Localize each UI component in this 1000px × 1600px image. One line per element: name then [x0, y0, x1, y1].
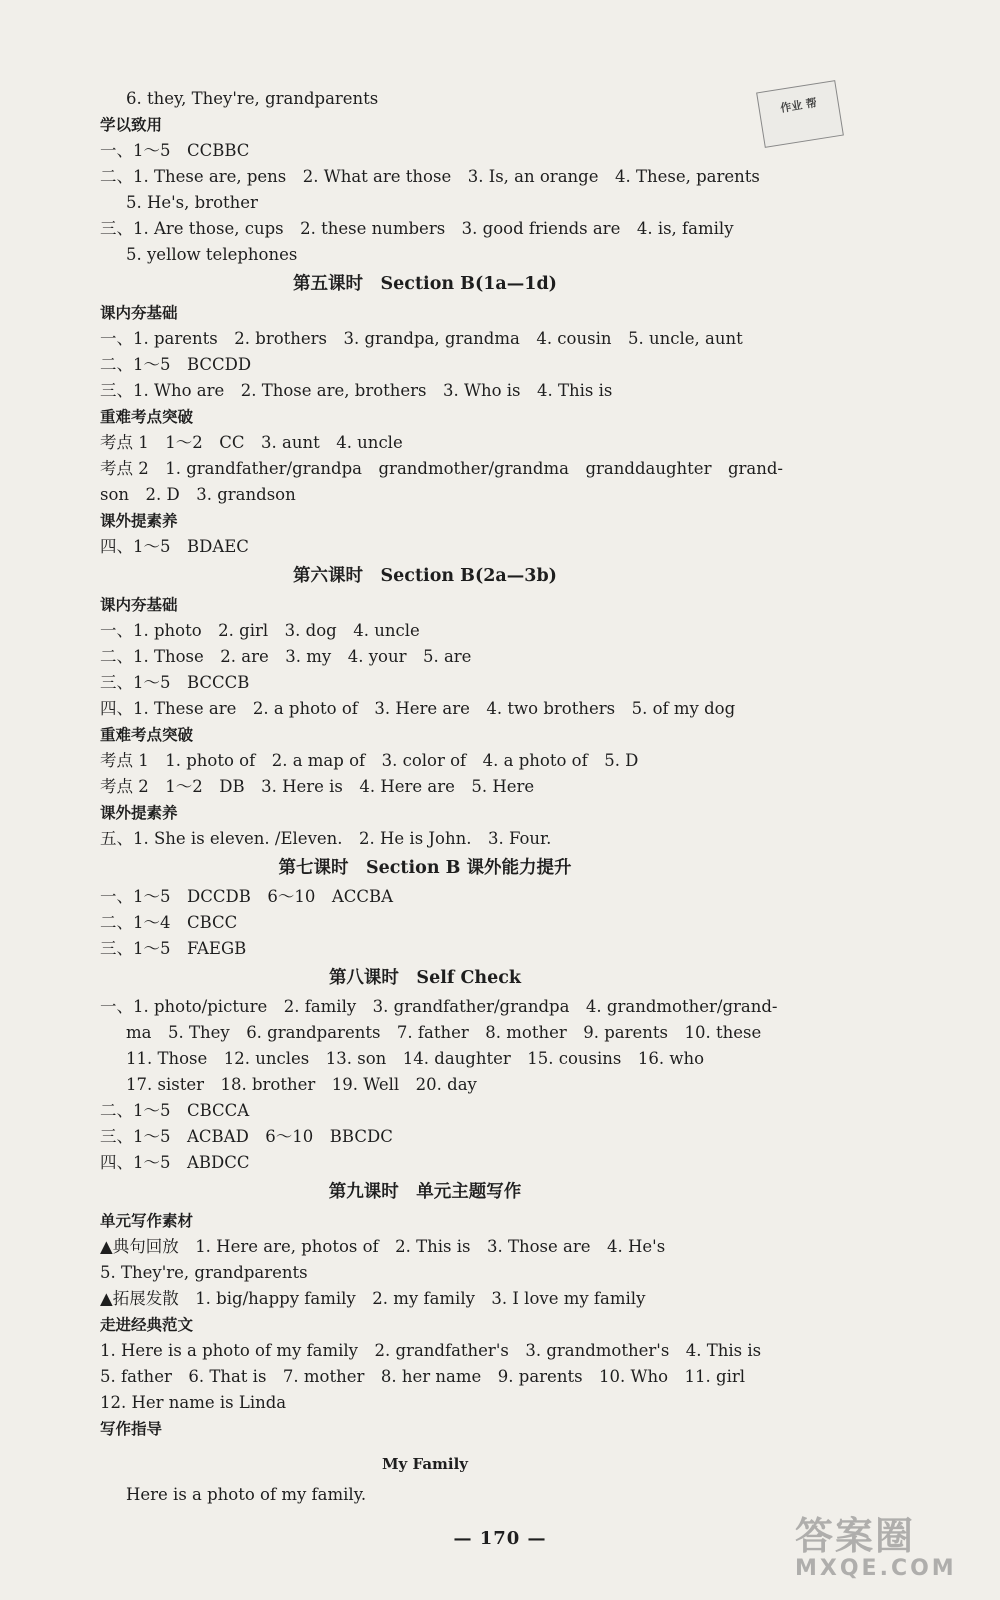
stamp-logo: 作业 帮 — [756, 80, 844, 148]
answer-line: 三、1. Who are 2. Those are, brothers 3. Who is 4. This is — [100, 381, 613, 400]
answer-line: 考点 1 1～2 CC 3. aunt 4. uncle — [100, 433, 403, 452]
subsection-label: 写作指导 — [100, 1420, 163, 1438]
answer-line: 一、1. photo/picture 2. family 3. grandfather/grandpa 4. grandmother/grand- — [100, 997, 778, 1016]
essay-title: My Family — [381, 1455, 469, 1473]
answer-line: 11. Those 12. uncles 13. son 14. daughter 15. cousins 16. who — [126, 1049, 705, 1068]
subsection-label: 学以致用 — [100, 116, 163, 134]
subsection-label: 课外提素养 — [100, 512, 178, 530]
answer-line: ▲典句回放 1. Here are, photos of 2. This is 3. Those are 4. He's — [100, 1237, 666, 1256]
answer-line: 二、1～5 CBCCA — [100, 1101, 250, 1120]
subsection-label: 重难考点突破 — [100, 726, 194, 744]
answer-line: 五、1. She is eleven. /Eleven. 2. He is John. 3. Four. — [100, 829, 552, 848]
answer-line: 四、1. These are 2. a photo of 3. Here are 4. two brothers 5. of my dog — [100, 699, 736, 718]
watermark-logo: 答案圈 MXQE.COM — [795, 1514, 957, 1581]
essay-text: Here is a photo of my family. — [126, 1485, 367, 1504]
answer-line: ma 5. They 6. grandparents 7. father 8. mother 9. parents 10. these — [126, 1023, 762, 1042]
answer-line: 考点 2 1～2 DB 3. Here is 4. Here are 5. Here — [100, 777, 535, 796]
answer-line: 5. father 6. That is 7. mother 8. her name 9. parents 10. Who 11. girl — [100, 1367, 746, 1386]
page-number: — 170 — — [453, 1528, 547, 1549]
answer-line: 三、1～5 FAEGB — [100, 939, 247, 958]
answer-line: 考点 1 1. photo of 2. a map of 3. color of 4. a photo of 5. D — [100, 751, 639, 770]
answer-line: 二、1～5 BCCDD — [100, 355, 252, 374]
answer-line: 5. They're, grandparents — [100, 1263, 308, 1282]
answer-line: 三、1. Are those, cups 2. these numbers 3. good friends are 4. is, family — [100, 219, 734, 238]
answer-line: 一、1～5 DCCDB 6～10 ACCBA — [100, 887, 394, 906]
answer-key-content — [100, 86, 784, 1508]
lesson-heading: 第五课时 Section B(1a—1d) — [293, 274, 557, 294]
answer-line: 二、1. Those 2. are 3. my 4. your 5. are — [100, 647, 472, 666]
subsection-label: 课外提素养 — [100, 804, 178, 822]
answer-line: ▲拓展发散 1. big/happy family 2. my family 3. I love my family — [100, 1289, 646, 1308]
lesson-heading: 第八课时 Self Check — [328, 968, 522, 988]
answer-line: 6. they, They're, grandparents — [126, 89, 379, 108]
answer-line: 一、1～5 CCBBC — [100, 141, 250, 160]
answer-line: 四、1～5 ABDCC — [100, 1153, 250, 1172]
answer-line: son 2. D 3. grandson — [100, 485, 296, 504]
subsection-label: 课内夯基础 — [100, 304, 178, 322]
answer-line: 三、1～5 ACBAD 6～10 BBCDC — [100, 1127, 393, 1146]
lesson-heading: 第七课时 Section B 课外能力提升 — [278, 858, 572, 878]
answer-line: 1. Here is a photo of my family 2. grandfather's 3. grandmother's 4. This is — [100, 1341, 762, 1360]
answer-line: 17. sister 18. brother 19. Well 20. day — [126, 1075, 477, 1094]
answer-line: 二、1. These are, pens 2. What are those 3. Is, an orange 4. These, parents — [100, 167, 760, 186]
answer-line: 12. Her name is Linda — [100, 1393, 287, 1412]
subsection-label: 单元写作素材 — [100, 1212, 194, 1230]
answer-line: 二、1～4 CBCC — [100, 913, 238, 932]
lesson-heading: 第六课时 Section B(2a—3b) — [293, 566, 557, 586]
subsection-label: 重难考点突破 — [100, 408, 194, 426]
subsection-label: 走进经典范文 — [100, 1316, 194, 1334]
answer-line: 考点 2 1. grandfather/grandpa grandmother/grandma granddaughter grand- — [100, 459, 784, 478]
answer-line: 5. He's, brother — [126, 193, 258, 212]
answer-line: 5. yellow telephones — [126, 245, 298, 264]
answer-line: 四、1～5 BDAEC — [100, 537, 249, 556]
answer-line: 三、1～5 BCCCB — [100, 673, 250, 692]
subsection-label: 课内夯基础 — [100, 596, 178, 614]
answer-line: 一、1. parents 2. brothers 3. grandpa, grandma 4. cousin 5. uncle, aunt — [100, 329, 743, 348]
lesson-heading: 第九课时 单元主题写作 — [328, 1182, 522, 1202]
answer-line: 一、1. photo 2. girl 3. dog 4. uncle — [100, 621, 420, 640]
